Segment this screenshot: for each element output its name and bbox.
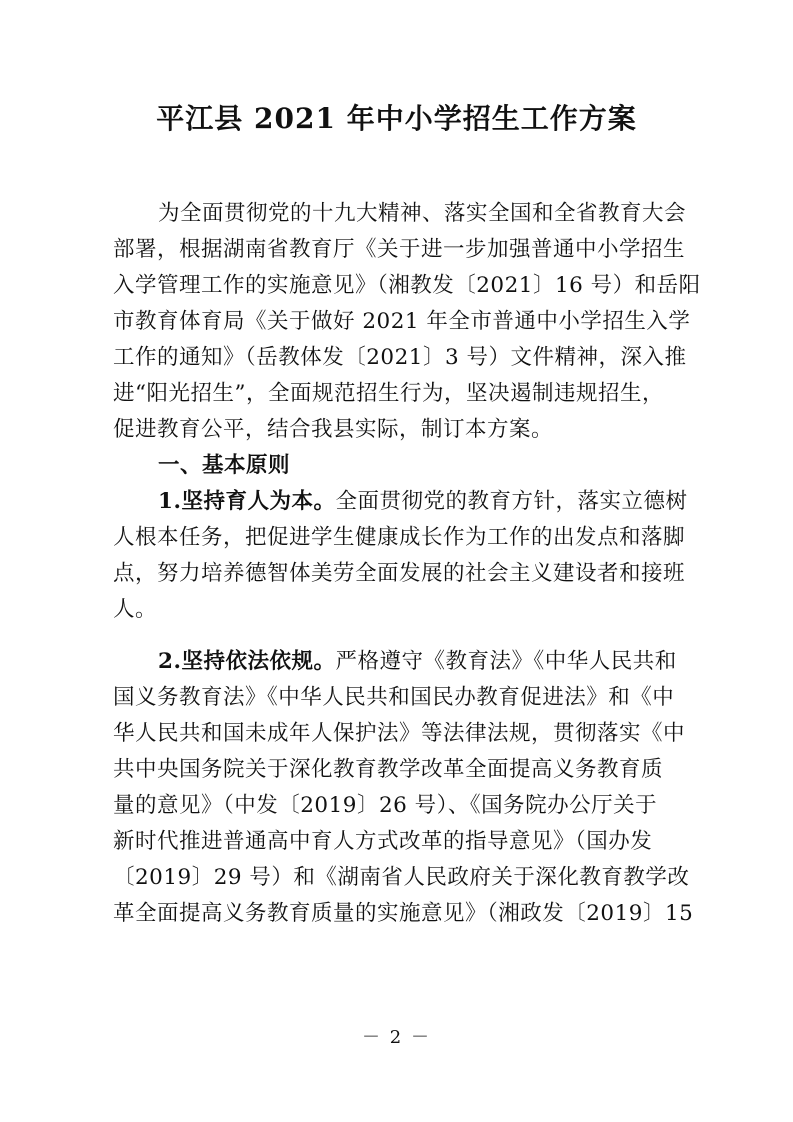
principle-2-line: 新时代推进普通高中育人方式改革的指导意见》（国办发 [113, 829, 653, 854]
principle-2-text: 严格遵守《教育法》《中华人民共和 [335, 649, 677, 674]
principle-1-text: 全面贯彻党的教育方针，落实立德树 [335, 489, 688, 514]
principle-2-line: 华人民共和国未成年人保护法》等法律法规，贯彻落实《中 [113, 721, 686, 746]
section-heading: 一、基本原则 [158, 453, 291, 478]
principle-1-line: 人。 [113, 597, 158, 622]
principle-2-line: 量的意见》（中发〔2019〕26 号）、《国务院办公厅关于 [113, 793, 658, 818]
intro-line: 为全面贯彻党的十九大精神、落实全国和全省教育大会 [158, 201, 687, 226]
document-title: 平江县 2021 年中小学招生工作方案 [156, 102, 637, 135]
principle-1-first-line [0, 487, 793, 517]
intro-line: 进“阳光招生”，全面规范招生行为，坚决遏制违规招生， [113, 381, 664, 406]
principle-2-first-line [0, 647, 793, 677]
principle-1-lead: 1.坚持育人为本。 [158, 489, 336, 514]
intro-line: 市教育体育局《关于做好 2021 年全市普通中小学招生入学 [113, 309, 691, 334]
principle-2-line: 〔2019〕29 号）和《湖南省人民政府关于深化教育教学改 [113, 865, 690, 890]
page-number: － 2 － [362, 1027, 431, 1048]
intro-line: 入学管理工作的实施意见》（湘教发〔2021〕16 号）和岳阳 [113, 273, 701, 298]
intro-line: 促进教育公平，结合我县实际，制订本方案。 [113, 417, 554, 442]
principle-1-line: 人根本任务，把促进学生健康成长作为工作的出发点和落脚 [113, 525, 686, 550]
principle-2-line: 革全面提高义务教育质量的实施意见》（湘政发〔2019〕15 [113, 901, 694, 926]
principle-1-line: 点，努力培养德智体美劳全面发展的社会主义建设者和接班 [113, 561, 686, 586]
intro-line: 部署，根据湖南省教育厅《关于进一步加强普通中小学招生 [113, 237, 686, 262]
principle-2-line: 国义务教育法》《中华人民共和国民办教育促进法》和《中 [113, 685, 675, 710]
principle-2-line: 共中央国务院关于深化教育教学改革全面提高义务教育质 [113, 757, 664, 782]
principle-2-lead: 2.坚持依法依规。 [158, 649, 336, 674]
intro-line: 工作的通知》（岳教体发〔2021〕3 号）文件精神，深入推 [113, 345, 687, 370]
